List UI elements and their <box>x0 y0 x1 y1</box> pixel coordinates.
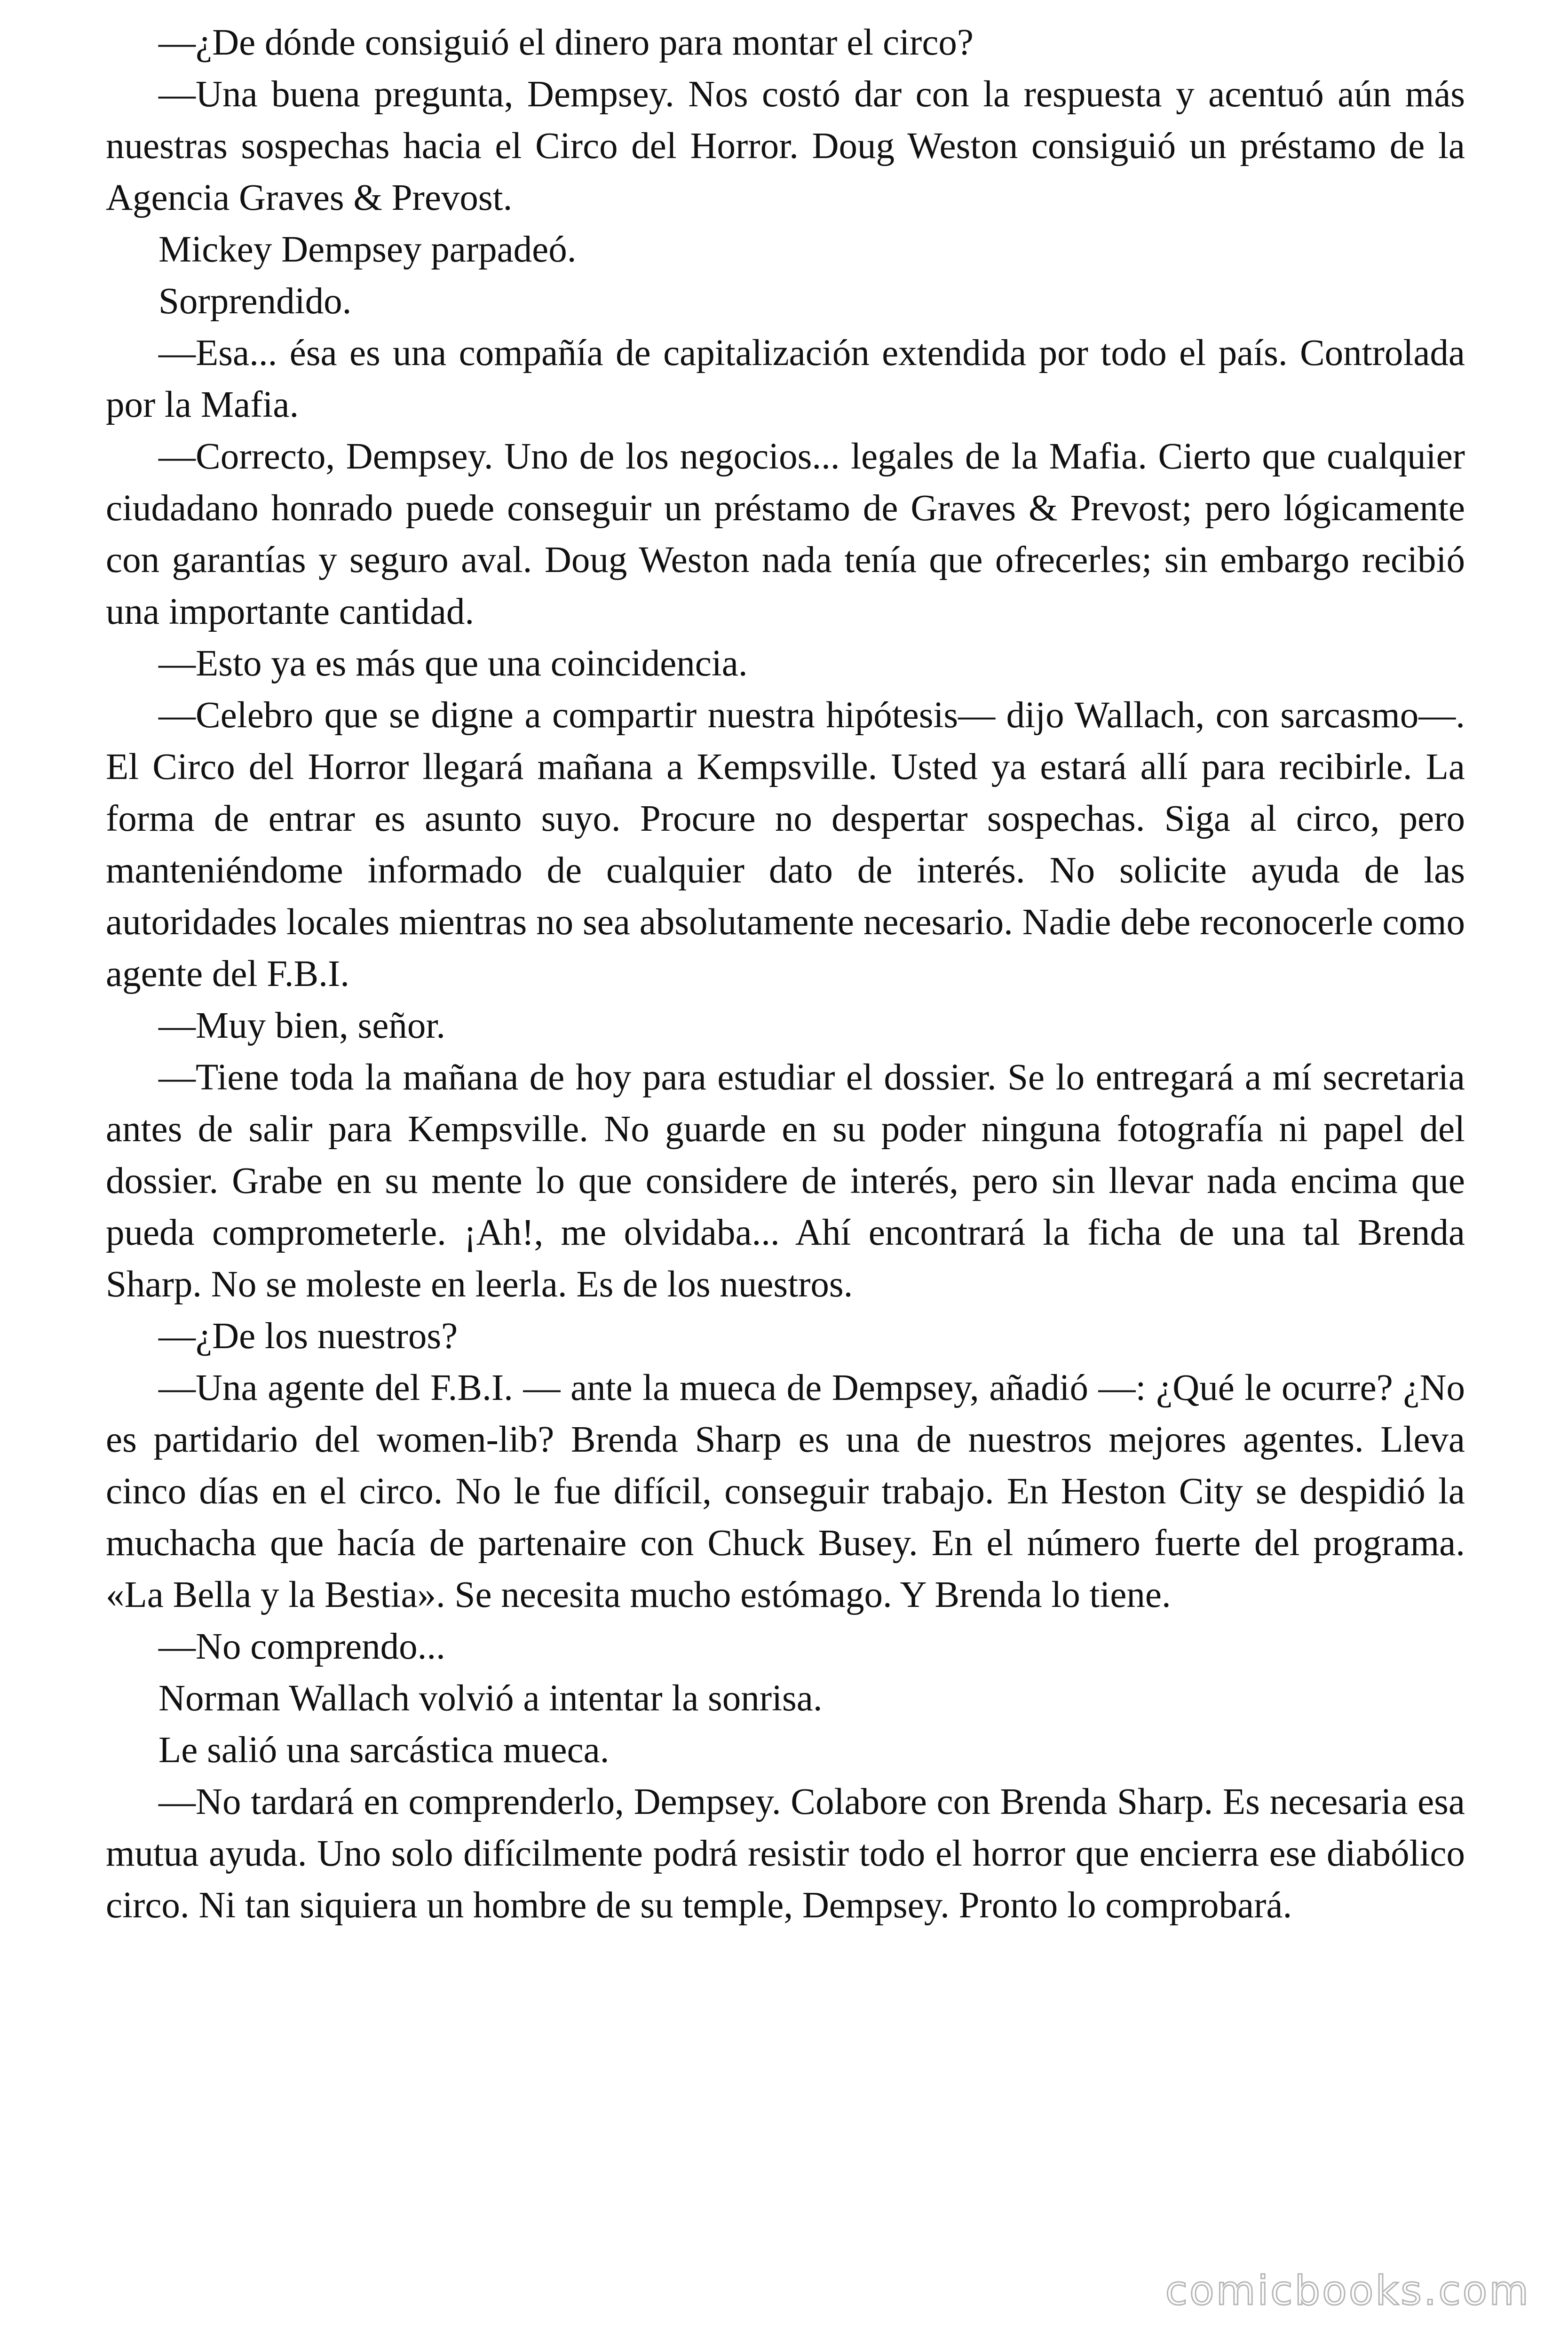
paragraph: —Esa... ésa es una compañía de capitalización extendida por todo el país. Controlada por la Mafia. <box>106 333 1465 425</box>
paragraph: Sorprendido. <box>158 281 352 322</box>
paragraph: —Muy bien, señor. <box>158 1005 446 1046</box>
paragraph: —Esto ya es más que una coincidencia. <box>158 643 748 684</box>
paragraph: —Una buena pregunta, Dempsey. Nos costó dar con la respuesta y acentuó aún más nuestras sospechas hacia el Circo del Horror. Doug Weston consiguió un préstamo de la Agencia Graves & Prevost. <box>106 74 1465 218</box>
paragraph: —¿De dónde consiguió el dinero para montar el circo? <box>158 22 974 63</box>
paragraph: —Una agente del F.B.I. — ante la mueca de Dempsey, añadió —: ¿Qué le ocurre? ¿No es partidario del women-lib? Brenda Sharp es una de nuestros mejores agentes. Lleva cinco días en el circo. No le fue difícil, conseguir trabajo. En Heston City se despidió la muchacha que hacía de partenaire con Chuck Busey. En el número fuerte del programa. «La Bella y la Bestia». Se necesita mucho estómago. Y Brenda lo tiene. <box>106 1367 1465 1615</box>
paragraph: Le salió una sarcástica mueca. <box>158 1730 610 1771</box>
body-text <box>106 17 1465 1931</box>
paragraph: —¿De los nuestros? <box>158 1316 458 1357</box>
paragraph: —Tiene toda la mañana de hoy para estudiar el dossier. Se lo entregará a mí secretaria antes de salir para Kempsville. No guarde en su poder ninguna fotografía ni papel del dossier. Grabe en su mente lo que considere de interés, pero sin llevar nada encima que pueda comprometerle. ¡Ah!, me olvidaba... Ahí encontrará la ficha de una tal Brenda Sharp. No se moleste en leerla. Es de los nuestros. <box>106 1057 1465 1305</box>
watermark-logo: comicbooks.com <box>1165 2267 1530 2314</box>
paragraph: —Correcto, Dempsey. Uno de los negocios... legales de la Mafia. Cierto que cualquier ciudadano honrado puede conseguir un préstamo de Graves & Prevost; pero lógicamente con garantías y seguro aval. Doug Weston nada tenía que ofrecerles; sin embargo recibió una importante cantidad. <box>106 436 1465 632</box>
paragraph: —No tardará en comprenderlo, Dempsey. Colabore con Brenda Sharp. Es necesaria esa mutua ayuda. Uno solo difícilmente podrá resistir todo el horror que encierra ese diabólico circo. Ni tan siquiera un hombre de su temple, Dempsey. Pronto lo comprobará. <box>106 1781 1465 1926</box>
paragraph: —Celebro que se digne a compartir nuestra hipótesis— dijo Wallach, con sarcasmo—. El Circo del Horror llegará mañana a Kempsville. Usted ya estará allí para recibirle. La forma de entrar es asunto suyo. Procure no despertar sospechas. Siga al circo, pero manteniéndome informado de cualquier dato de interés. No solicite ayuda de las autoridades locales mientras no sea absolutamente necesario. Nadie debe reconocerle como agente del F.B.I. <box>106 695 1465 994</box>
paragraph: Mickey Dempsey parpadeó. <box>158 229 577 270</box>
paragraph: —No comprendo... <box>158 1626 445 1667</box>
paragraph: Norman Wallach volvió a intentar la sonrisa. <box>158 1678 823 1719</box>
